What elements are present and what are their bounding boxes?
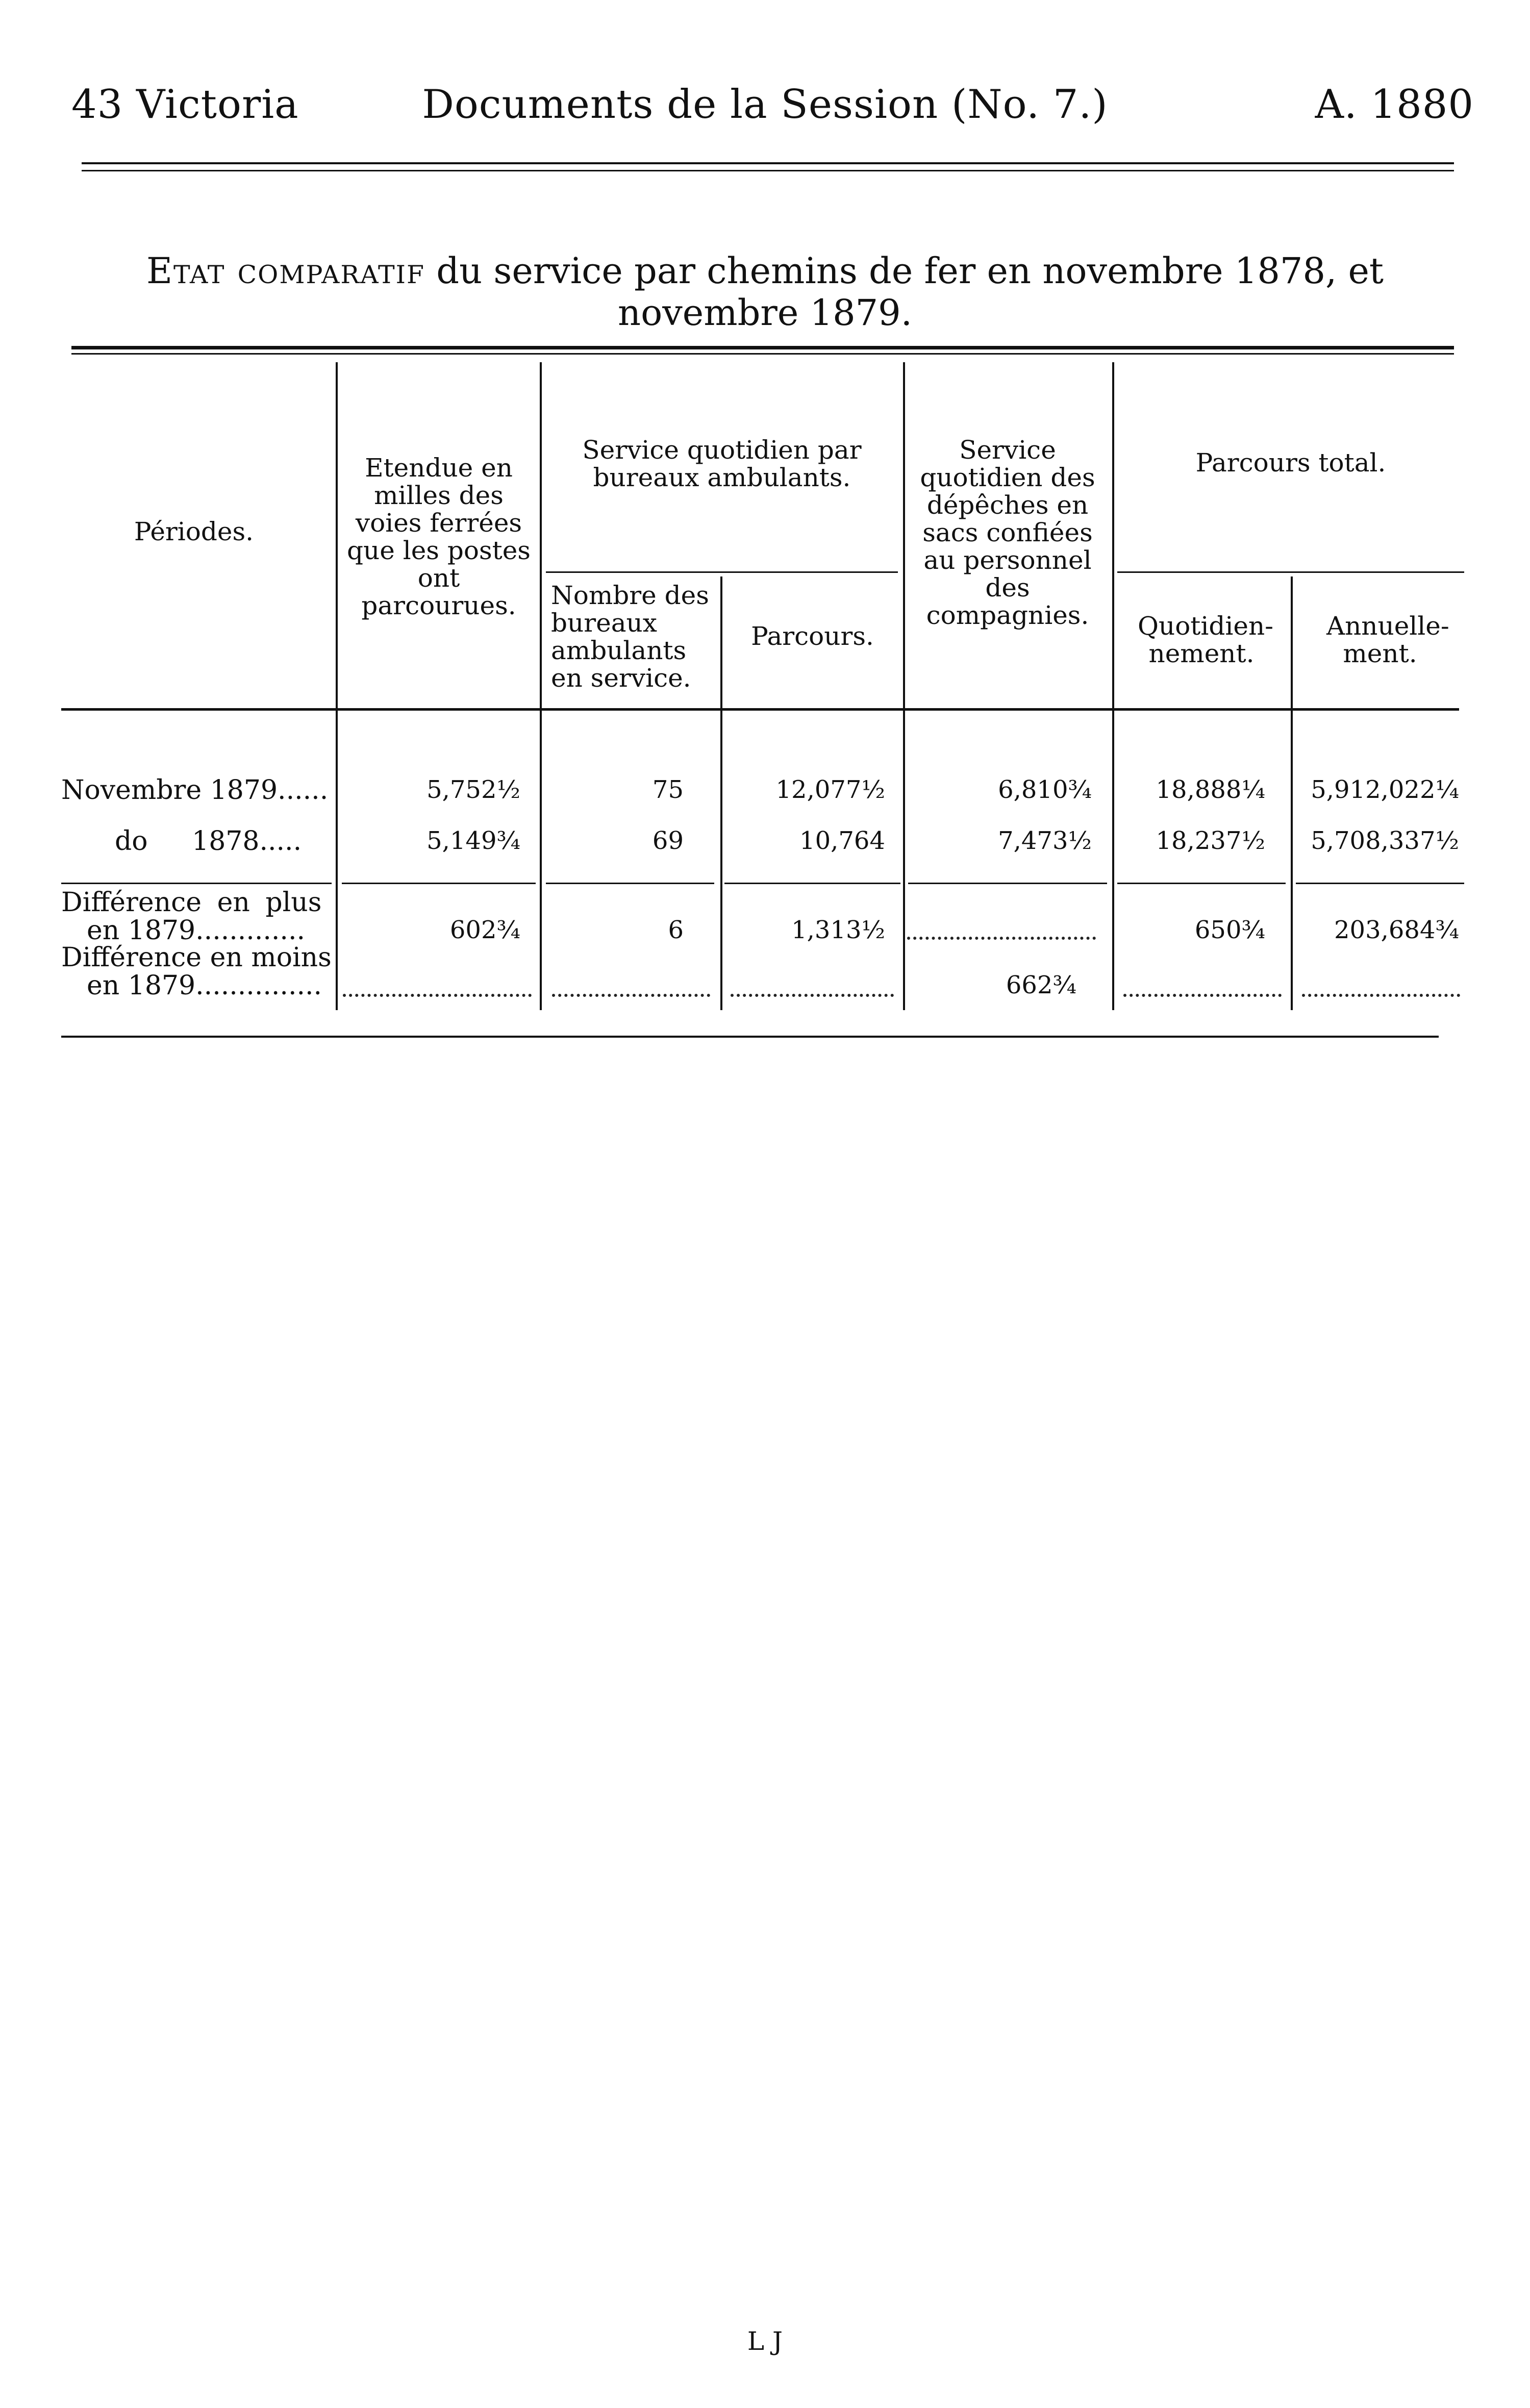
cell-quotidien: 18,888¼	[1156, 775, 1265, 804]
cell-parcours: 10,764	[799, 826, 885, 855]
cell-nombre: 6	[668, 916, 684, 944]
cell-depeches: 7,473½	[998, 826, 1092, 855]
empty-cell-dots	[1302, 994, 1460, 997]
cell-depeches: 6,810¾	[998, 775, 1092, 804]
difference-rule	[724, 883, 900, 884]
cell-annuel: 5,912,022¼	[1311, 775, 1459, 804]
table-top-rule	[71, 346, 1454, 349]
empty-cell-dots	[907, 937, 1096, 940]
cell-parcours: 1,313½	[791, 916, 885, 944]
cell-depeches: 662¾	[1006, 971, 1076, 999]
header-rule-bottom	[82, 170, 1454, 171]
title-line1: du service par chemins de fer en novembre 1878, et	[425, 250, 1384, 292]
row-label: do 1878.....	[115, 826, 302, 857]
cell-annuel: 5,708,337½	[1311, 826, 1459, 855]
col-divider	[903, 362, 905, 1010]
header-periodes: Périodes.	[134, 517, 254, 546]
table-title	[0, 250, 1530, 292]
empty-cell-dots	[731, 994, 894, 997]
comparison-table	[56, 352, 1464, 1046]
cell-parcours: 12,077½	[775, 775, 885, 804]
header-depeches: Service quotidien des dépêches en sacs confiées au personnel des compagnies.	[920, 435, 1095, 630]
difference-rule	[1296, 883, 1464, 884]
header-rule-top	[82, 162, 1454, 164]
page-mark: L J	[747, 2326, 783, 2356]
cell-nombre: 69	[652, 826, 684, 855]
subheader-rule	[546, 571, 898, 573]
row-label-line2: en 1879.............	[87, 915, 306, 946]
header-bottom-rule	[61, 708, 1459, 711]
header-service-quotidien: Service quotidien par bureaux ambulants.	[582, 435, 862, 492]
difference-rule	[546, 883, 714, 884]
row-label-line1: Différence en plus	[61, 887, 322, 918]
col-divider	[1291, 576, 1293, 1010]
difference-rule	[908, 883, 1107, 884]
col-divider	[720, 576, 722, 1010]
col-divider	[336, 362, 338, 1010]
header-nombre-bureaux: Nombre des bureaux ambulants en service.	[551, 581, 709, 693]
table-bottom-rule	[61, 1036, 1439, 1038]
row-label-line2: en 1879...............	[87, 970, 322, 1001]
difference-rule	[342, 883, 536, 884]
cell-nombre: 75	[652, 775, 684, 804]
difference-rule	[61, 883, 332, 884]
header-parcours-total: Parcours total.	[1195, 448, 1386, 478]
header-annuellement: Annuelle-ment.	[1326, 611, 1449, 668]
header-etendue: Etendue en milles des voies ferrées que les postes ont parcourues.	[347, 453, 531, 620]
difference-rule	[1117, 883, 1286, 884]
row-label-line1: Différence en moins	[61, 942, 332, 973]
title-lead: Etat comparatif	[146, 250, 425, 292]
cell-quotidien: 18,237½	[1156, 826, 1265, 855]
header-session: Documents de la Session (No. 7.)	[422, 82, 1108, 128]
cell-etendue: 602¾	[449, 916, 520, 944]
col-divider	[540, 362, 542, 1010]
header-year: A. 1880	[1315, 82, 1474, 128]
cell-etendue: 5,149¾	[427, 826, 520, 855]
empty-cell-dots	[343, 994, 532, 997]
cell-annuel: 203,684¾	[1334, 916, 1459, 944]
row-label: Novembre 1879......	[61, 775, 329, 806]
table-title-line2: novembre 1879.	[618, 292, 912, 334]
header-volume: 43 Victoria	[71, 82, 299, 128]
col-divider	[1112, 362, 1114, 1010]
empty-cell-dots	[1123, 994, 1282, 997]
empty-cell-dots	[552, 994, 710, 997]
cell-etendue: 5,752½	[427, 775, 520, 804]
cell-quotidien: 650¾	[1194, 916, 1265, 944]
header-quotidiennement: Quotidien-nement.	[1138, 611, 1274, 668]
subheader-rule	[1117, 571, 1464, 573]
header-parcours: Parcours.	[751, 621, 874, 651]
